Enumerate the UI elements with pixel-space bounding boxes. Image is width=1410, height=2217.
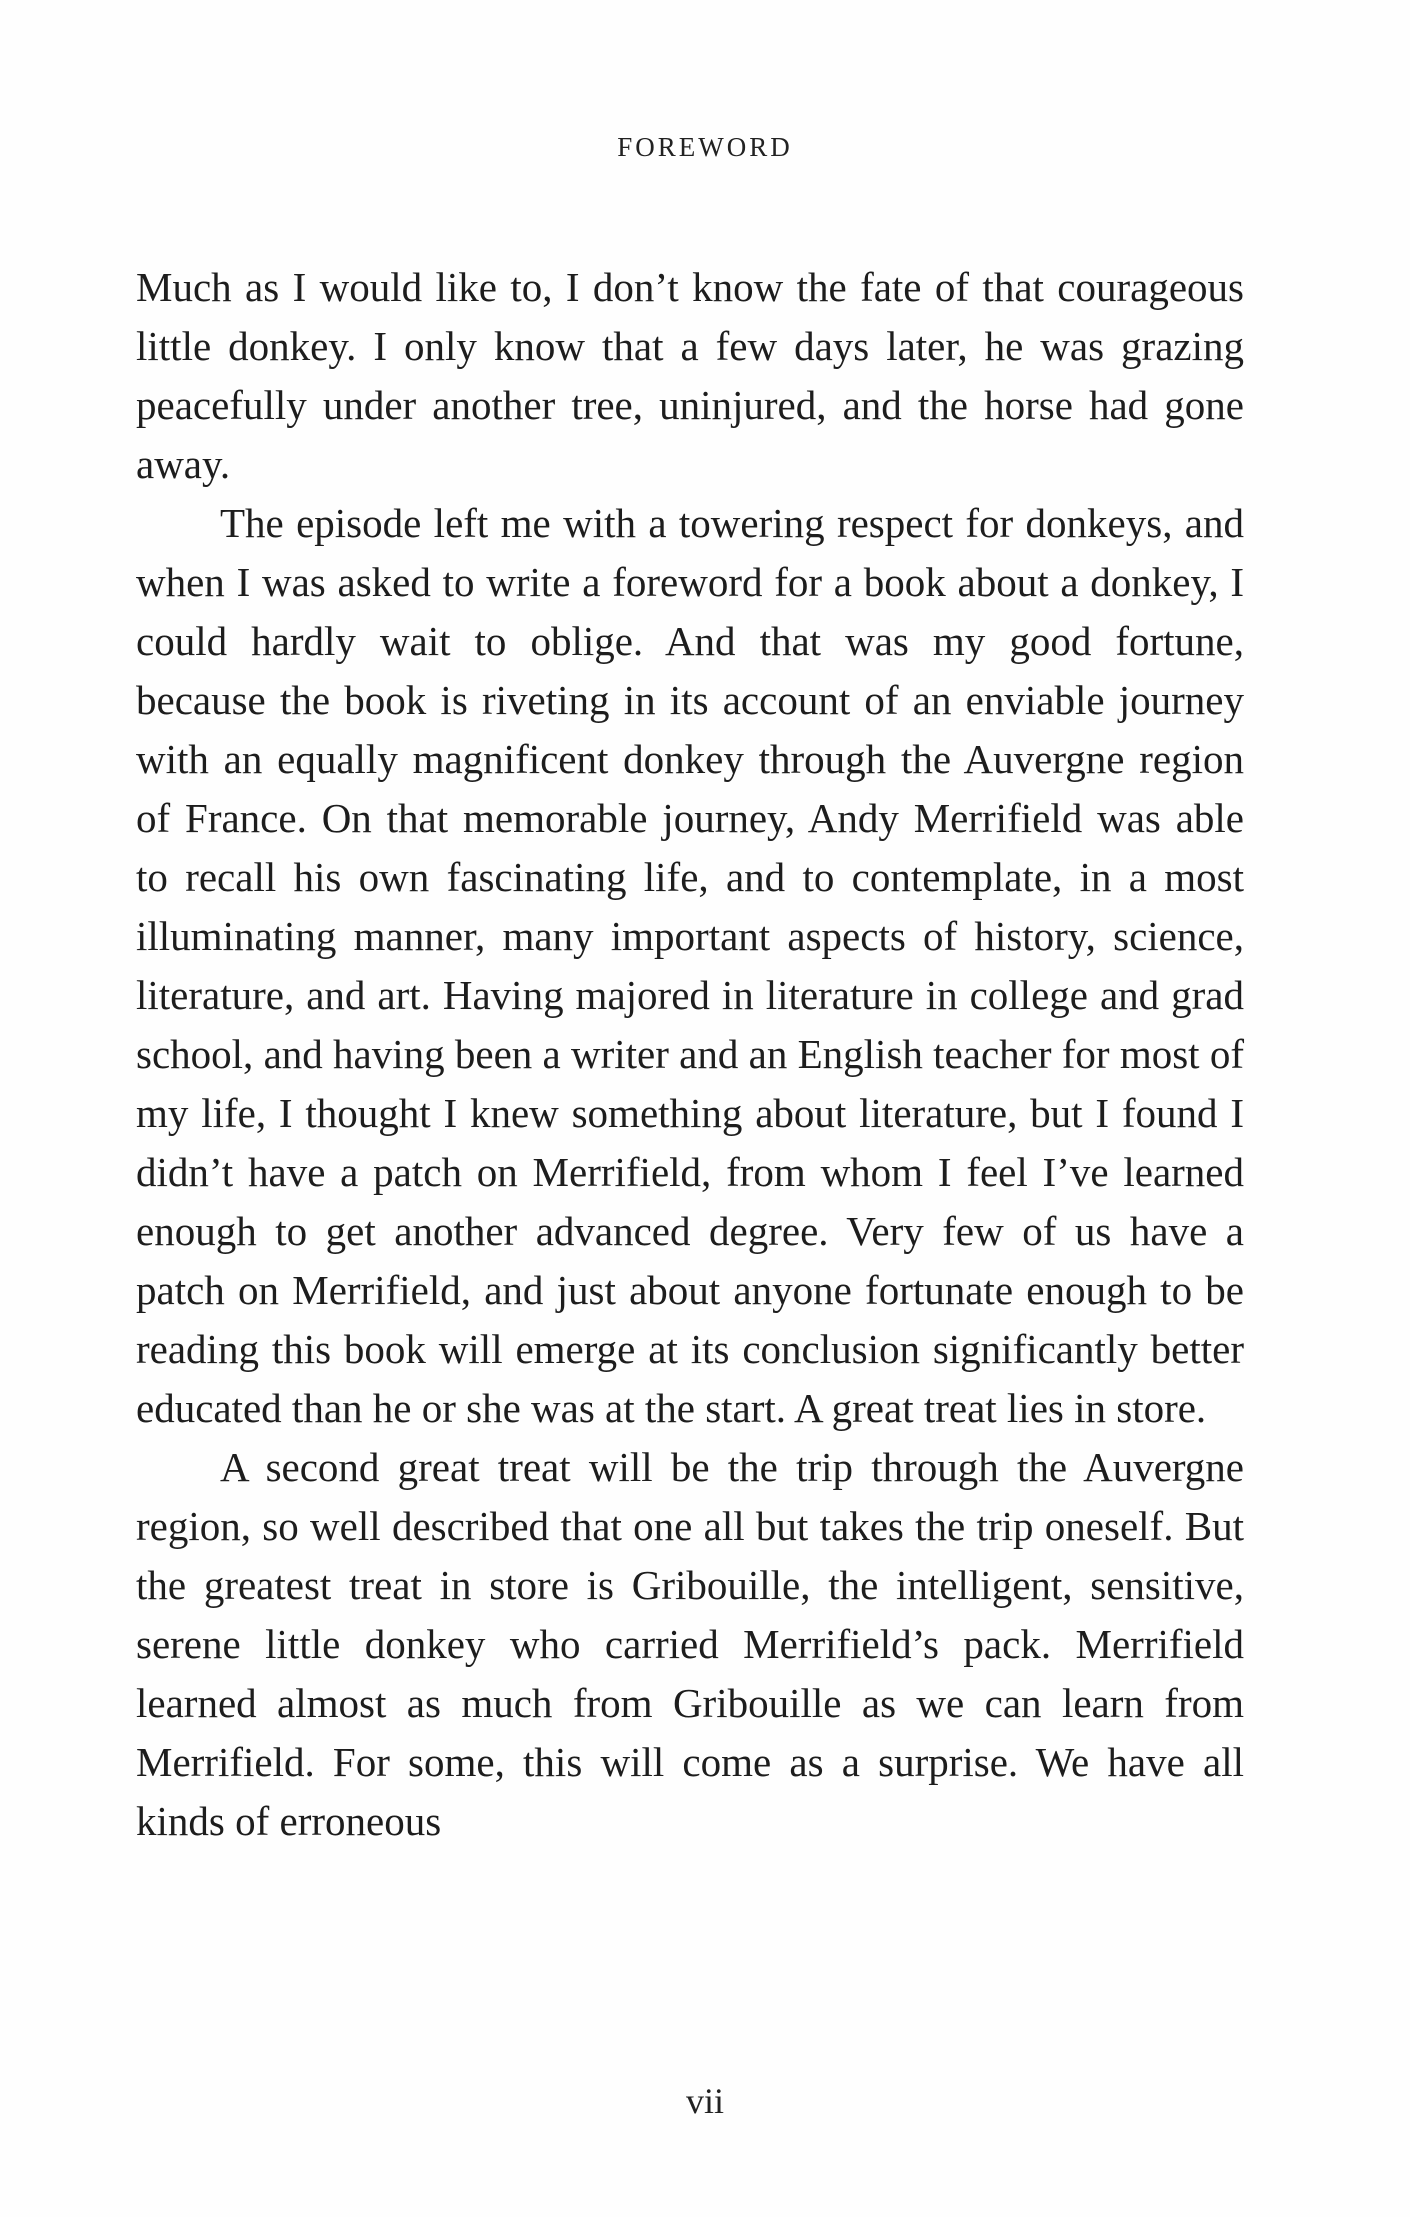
body-text <box>136 258 1244 1851</box>
paragraph: The episode left me with a towering respect for donkeys, and when I was asked to write a foreword for a book about a donkey, I could hardly wait to oblige. And that was my good fortune, because the book is riveting in its account of an enviable journey with an equally magnificent donkey through the Auvergne region of France. On that memorable journey, Andy Merrifield was able to recall his own fascinating life, and to contemplate, in a most illuminating manner, many important aspects of history, science, literature, and art. Having majored in literature in college and grad school, and having been a writer and an English teacher for most of my life, I thought I knew something about literature, but I found I didn’t have a patch on Merrifield, from whom I feel I’ve learned enough to get another advanced degree. Very few of us have a patch on Merrifield, and just about anyone fortunate enough to be reading this book will emerge at its conclusion significantly better educated than he or she was at the start. A great treat lies in store. <box>136 500 1244 1431</box>
paragraph: A second great treat will be the trip through the Auvergne region, so well described that one all but takes the trip oneself. But the greatest treat in store is Gribouille, the intelligent, sensitive, serene little donkey who carried Merrifield’s pack. Merrifield learned almost as much from Gribouille as we can learn from Merrifield. For some, this will come as a surprise. We have all kinds of erroneous <box>136 1444 1244 1844</box>
page-number: vii <box>685 2081 724 2121</box>
running-head: FOREWORD <box>617 132 793 162</box>
paragraph: Much as I would like to, I don’t know the fate of that courageous little donkey. I only know that a few days later, he was grazing peacefully under another tree, uninjured, and the horse had gone away. <box>136 264 1244 487</box>
